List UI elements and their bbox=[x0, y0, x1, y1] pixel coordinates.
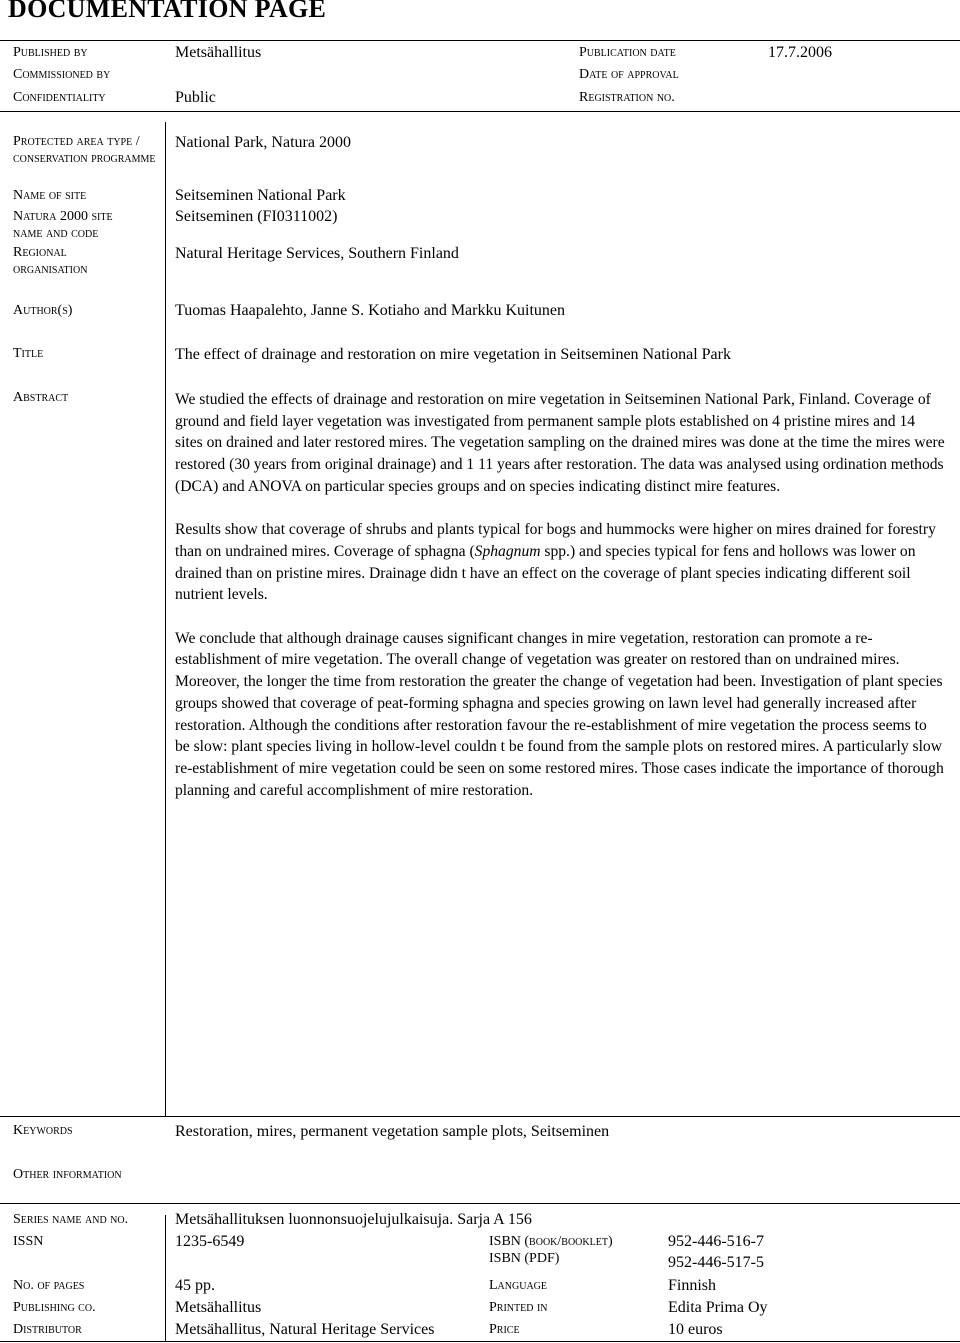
region-value: Natural Heritage Services, Southern Finland bbox=[175, 245, 459, 262]
abstract-paragraph-2 bbox=[175, 519, 945, 606]
rule-bottom bbox=[0, 1341, 960, 1342]
publishing-label: Publishing co. bbox=[13, 1300, 96, 1315]
rule-abstract-bottom bbox=[0, 1116, 960, 1117]
column-divider-lower bbox=[165, 1215, 166, 1341]
issn-value: 1235-6549 bbox=[175, 1233, 245, 1250]
price-value: 10 euros bbox=[668, 1321, 723, 1338]
confidentiality-value: Public bbox=[175, 89, 216, 106]
commissioned-by-label: Commissioned by bbox=[13, 67, 111, 82]
printed-label: Printed in bbox=[489, 1300, 548, 1315]
other-info-label: Other information bbox=[13, 1167, 122, 1182]
publication-date-value: 17.7.2006 bbox=[768, 44, 832, 61]
printed-value: Edita Prima Oy bbox=[668, 1299, 768, 1316]
site-name-value: Seitseminen National Park bbox=[175, 187, 346, 204]
price-label: Price bbox=[489, 1322, 520, 1337]
rule-top bbox=[0, 40, 960, 41]
abstract-p2-italic: Sphagnum bbox=[474, 542, 541, 560]
abstract-p2-end: spp.) and species typical for fens and hollows was lower on drained than on pristine mires. Drainage didn t have an effect on the coverage of plant species indicating different soil nutrient levels. bbox=[175, 542, 916, 604]
natura-label: Natura 2000 site name and code bbox=[13, 209, 113, 241]
isbn-pdf-label: ISBN (PDF) bbox=[489, 1251, 560, 1266]
published-by-label: Published by bbox=[13, 45, 88, 60]
isbn-book-label: ISBN (book/booklet) bbox=[489, 1234, 613, 1249]
abstract-paragraph-1: We studied the effects of drainage and restoration on mire vegetation in Seitseminen National Park, Finland. Coverage of ground and field layer vegetation was investigated from permanent sample plots established on 4 pristine mires and 14 sites on drained and later restored mires. The vegetation sampling on the drained mires was done at the time the mires were restored (30 years from original drainage) and 1 11 years after restoration. The data was analysed using ordination methods (DCA) and ANOVA on particular species groups and on species indicating distinct mire features. bbox=[175, 391, 945, 495]
natura-value: Seitseminen (FI0311002) bbox=[175, 208, 338, 225]
pages-label: No. of pages bbox=[13, 1278, 85, 1293]
title-value: The effect of drainage and restoration on mire vegetation in Seitseminen National Park bbox=[175, 346, 731, 363]
confidentiality-label: Confidentiality bbox=[13, 90, 106, 105]
abstract-text bbox=[175, 389, 945, 823]
issn-label: ISSN bbox=[13, 1234, 44, 1249]
isbn-pdf-value: 952-446-517-5 bbox=[668, 1254, 764, 1271]
publishing-value: Metsähallitus bbox=[175, 1299, 262, 1316]
publication-date-label: Publication date bbox=[579, 45, 676, 60]
published-by-value: Metsähallitus bbox=[175, 44, 262, 61]
distributor-value: Metsähallitus, Natural Heritage Services bbox=[175, 1321, 435, 1338]
registration-no-label: Registration no. bbox=[579, 90, 675, 105]
pages-value: 45 pp. bbox=[175, 1277, 215, 1294]
page-title: DOCUMENTATION PAGE bbox=[8, 0, 327, 23]
abstract-label: Abstract bbox=[13, 390, 69, 405]
keywords-label: Keywords bbox=[13, 1123, 73, 1138]
rule-other-bottom bbox=[0, 1203, 960, 1204]
authors-label: Author(s) bbox=[13, 303, 73, 318]
programme-label: Protected area type / conservation programme bbox=[13, 134, 156, 166]
programme-value: National Park, Natura 2000 bbox=[175, 134, 351, 151]
language-label: Language bbox=[489, 1278, 547, 1293]
abstract-paragraph-3: We conclude that although drainage causes significant changes in mire vegetation, restoration can promote a re-establishment of mire vegetation. The overall change of vegetation was greater on restored than on undrained mires. Moreover, the longer the time from restoration the greater the change of vegetation had been. Investigation of plant species groups showed that coverage of peat-forming sphagna and species growing on lawn level had generally increased after restoration. Although the conditions after restoration favour the re-establishment of mire vegetation the process seems to be slow: plant species living in hollow-level couldn t be found from the sample plots on restored mires. A particularly slow re-establishment of mire vegetation could be seen on some restored mires. Those cases indicate the importance of thorough planning and careful accomplishment of mire restoration. bbox=[175, 629, 944, 799]
region-label: Regional organisation bbox=[13, 245, 88, 277]
column-divider-upper bbox=[165, 122, 166, 1116]
language-value: Finnish bbox=[668, 1277, 717, 1294]
rule-header-bottom bbox=[0, 111, 960, 112]
date-of-approval-label: Date of approval bbox=[579, 67, 679, 82]
abstract-p2-start: Results show that coverage of shrubs and plants typical for bogs and hummocks were higher on mires drained for forestry than on undrained mires. Coverage of sphagna ( bbox=[175, 521, 936, 560]
isbn-book-value: 952-446-516-7 bbox=[668, 1233, 764, 1250]
series-value: Metsähallituksen luonnonsuojelujulkaisuja. Sarja A 156 bbox=[175, 1211, 532, 1228]
authors-value: Tuomas Haapalehto, Janne S. Kotiaho and Markku Kuitunen bbox=[175, 302, 566, 319]
series-label: Series name and no. bbox=[13, 1212, 129, 1227]
title-label: Title bbox=[13, 346, 44, 361]
keywords-value: Restoration, mires, permanent vegetation sample plots, Seitseminen bbox=[175, 1123, 610, 1140]
distributor-label: Distributor bbox=[13, 1322, 82, 1337]
site-name-label: Name of site bbox=[13, 188, 87, 203]
